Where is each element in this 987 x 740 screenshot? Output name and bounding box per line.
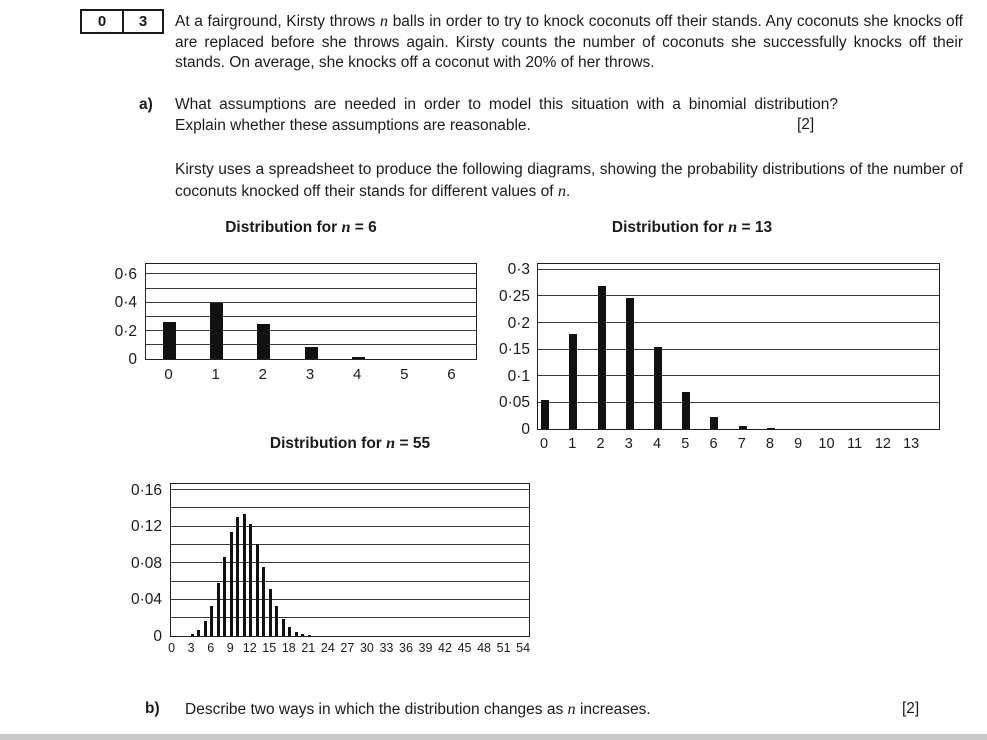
- gridline: [146, 344, 476, 345]
- x-tick-label: 3: [624, 436, 633, 452]
- y-tick-label: 0: [521, 421, 530, 438]
- y-tick-label: 0·6: [114, 265, 137, 283]
- chart-n13-x-axis-labels: [537, 436, 940, 456]
- part-b-label: b): [145, 700, 160, 717]
- chart-n55-x-axis-labels: [170, 641, 538, 661]
- chart-n55-title: [170, 434, 530, 453]
- y-tick-label: 0: [128, 351, 137, 368]
- part-a-text: [175, 95, 838, 136]
- chart-n6-x-axis-labels: [145, 366, 477, 386]
- x-tick-label: 45: [457, 641, 472, 655]
- bar-x14: [262, 567, 265, 636]
- bar-x8: [223, 557, 226, 636]
- chart-n6-title: [145, 218, 457, 237]
- spreadsheet-paragraph: [175, 160, 963, 202]
- x-tick-label: 51: [496, 641, 511, 655]
- bar-x19: [295, 632, 298, 636]
- bar-x3: [305, 347, 318, 359]
- x-tick-label: 36: [399, 641, 413, 655]
- gridline: [146, 330, 476, 331]
- x-tick-label: 54: [516, 641, 531, 655]
- math-variable-n: n: [557, 181, 566, 200]
- x-tick-label: 3: [187, 641, 195, 655]
- bar-x1: [210, 303, 223, 359]
- gridline: [171, 507, 529, 508]
- math-variable-n: n: [386, 434, 396, 452]
- bar-x0: [541, 400, 549, 429]
- y-tick-label: 0·05: [498, 394, 530, 412]
- page-edge-shadow: [0, 734, 987, 740]
- bar-x0: [163, 322, 176, 359]
- x-tick-label: 5: [400, 366, 409, 383]
- y-tick-label: 0·2: [507, 314, 530, 332]
- x-tick-label: 11: [847, 436, 863, 452]
- bar-x1: [569, 334, 577, 429]
- x-tick-label: 27: [340, 641, 355, 655]
- x-tick-label: 6: [709, 436, 718, 452]
- bar-x2: [598, 286, 606, 429]
- x-tick-label: 0: [540, 436, 549, 452]
- text-segment: Kirsty uses a spreadsheet to produce the following diagrams, showing the probability distributions of the number of coconuts knocked off their stands for different values of: [175, 161, 963, 200]
- y-tick-label: 0·12: [130, 518, 162, 536]
- gridline: [146, 273, 476, 274]
- x-tick-label: 1: [568, 436, 577, 452]
- bar-x9: [230, 532, 233, 636]
- chart-n13-plot-area: [537, 263, 940, 430]
- x-tick-label: 0: [164, 366, 173, 383]
- y-tick-label: 0·15: [498, 341, 530, 359]
- text-segment: = 13: [737, 219, 773, 236]
- question-number-box: [80, 9, 164, 34]
- text-segment: At a fairground, Kirsty throws: [175, 13, 380, 30]
- x-tick-label: 6: [447, 366, 456, 383]
- x-tick-label: 8: [765, 436, 775, 452]
- chart-n13-y-axis-labels: [465, 261, 536, 438]
- x-tick-label: 2: [596, 436, 605, 452]
- x-tick-label: 1: [211, 366, 220, 383]
- math-variable-n: n: [341, 218, 351, 236]
- gridline: [146, 302, 476, 303]
- text-segment: = 55: [395, 435, 431, 452]
- bar-x16: [275, 606, 278, 636]
- text-segment: increases.: [575, 701, 651, 718]
- chart-n13: [465, 216, 987, 461]
- x-tick-label: 42: [438, 641, 452, 655]
- y-tick-label: 0·1: [507, 367, 530, 385]
- x-tick-label: 9: [226, 641, 234, 655]
- bar-x6: [710, 417, 718, 429]
- x-tick-label: 5: [681, 436, 690, 452]
- bar-x4: [197, 630, 200, 636]
- math-variable-n: n: [567, 700, 576, 718]
- y-tick-label: 0·2: [114, 322, 137, 340]
- x-tick-label: 21: [301, 641, 316, 655]
- bar-x18: [288, 627, 291, 636]
- x-tick-label: 48: [477, 641, 492, 655]
- x-tick-label: 2: [258, 366, 268, 383]
- x-tick-label: 33: [379, 641, 394, 655]
- question-number-cell-1: 0: [97, 13, 107, 30]
- bar-x5: [204, 621, 207, 636]
- bar-x8: [767, 428, 775, 429]
- math-variable-n: n: [379, 12, 389, 30]
- math-variable-n: n: [728, 218, 738, 236]
- gridline: [146, 288, 476, 289]
- text-segment: Distribution for: [225, 219, 342, 236]
- text-segment: balls in order to try to knock coconuts off their stands. Any coconuts she knocks off are replaced before she throws again. Kirsty counts the number of coconuts she successfully knocks off their stands. On average, she knocks off a coconut with 20% of her throws.: [175, 13, 963, 72]
- y-tick-label: 0·3: [507, 261, 530, 279]
- bar-x15: [269, 589, 272, 636]
- y-tick-label: 0·04: [130, 591, 162, 609]
- bar-x13: [256, 544, 259, 636]
- chart-n13-title: [537, 218, 847, 237]
- x-tick-label: 15: [262, 641, 277, 655]
- chart-n55-y-axis-labels: [100, 481, 168, 645]
- y-tick-label: 0·08: [130, 554, 162, 572]
- chart-n55: [100, 432, 552, 667]
- x-tick-label: 12: [242, 641, 257, 655]
- x-tick-label: 4: [352, 366, 362, 383]
- bar-x20: [301, 634, 304, 636]
- bar-x21: [308, 635, 311, 636]
- bar-x11: [243, 514, 246, 636]
- x-tick-label: 3: [305, 366, 315, 383]
- x-tick-label: 18: [281, 641, 296, 655]
- chart-n6: [85, 216, 490, 391]
- question-intro-text: [175, 11, 963, 74]
- bar-x4: [352, 357, 365, 359]
- y-tick-label: 0·25: [498, 287, 530, 305]
- x-tick-label: 39: [418, 641, 433, 655]
- bar-x3: [191, 634, 194, 636]
- y-tick-label: 0·16: [130, 481, 162, 499]
- bar-x4: [654, 347, 662, 429]
- bar-x17: [282, 619, 285, 636]
- chart-n6-y-axis-labels: [85, 263, 143, 368]
- x-tick-label: 6: [207, 641, 215, 655]
- text-segment: Describe two ways in which the distribution changes as: [185, 701, 568, 718]
- gridline: [171, 526, 529, 527]
- x-tick-label: 9: [794, 436, 803, 452]
- x-tick-label: 12: [874, 436, 891, 452]
- gridline: [171, 544, 529, 545]
- question-number-cell-2: 3: [122, 11, 162, 32]
- part-a-marks: [2]: [797, 116, 815, 133]
- bar-x5: [682, 392, 690, 429]
- x-tick-label: 0: [168, 641, 176, 655]
- chart-n6-plot-area: [145, 263, 477, 360]
- text-segment: .: [566, 182, 571, 200]
- gridline: [146, 316, 476, 317]
- gridline: [538, 269, 939, 270]
- bar-x2: [257, 324, 270, 359]
- x-tick-label: 10: [818, 436, 835, 452]
- part-b-marks: [2]: [902, 700, 920, 717]
- bar-x3: [626, 298, 634, 429]
- bar-x7: [739, 426, 747, 429]
- x-tick-label: 13: [903, 436, 920, 452]
- bar-x12: [249, 524, 252, 636]
- part-b-text: [185, 700, 875, 719]
- text-segment: What assumptions are needed in order to model this situation with a binomial distribution? Explain whether these assumptions are reasonable.: [175, 96, 838, 134]
- bar-x6: [210, 606, 213, 636]
- y-tick-label: 0·4: [114, 294, 137, 312]
- x-tick-label: 7: [737, 436, 746, 452]
- bar-x10: [236, 517, 239, 636]
- bar-x7: [217, 583, 220, 636]
- text-segment: = 6: [350, 219, 377, 236]
- gridline: [171, 489, 529, 490]
- text-segment: Distribution for: [269, 435, 387, 452]
- x-tick-label: 24: [320, 641, 335, 655]
- text-segment: Distribution for: [611, 219, 729, 236]
- x-tick-label: 30: [359, 641, 374, 655]
- part-a-label: a): [139, 96, 153, 113]
- x-tick-label: 4: [652, 436, 662, 452]
- y-tick-label: 0: [153, 628, 162, 645]
- chart-n55-plot-area: [170, 483, 530, 637]
